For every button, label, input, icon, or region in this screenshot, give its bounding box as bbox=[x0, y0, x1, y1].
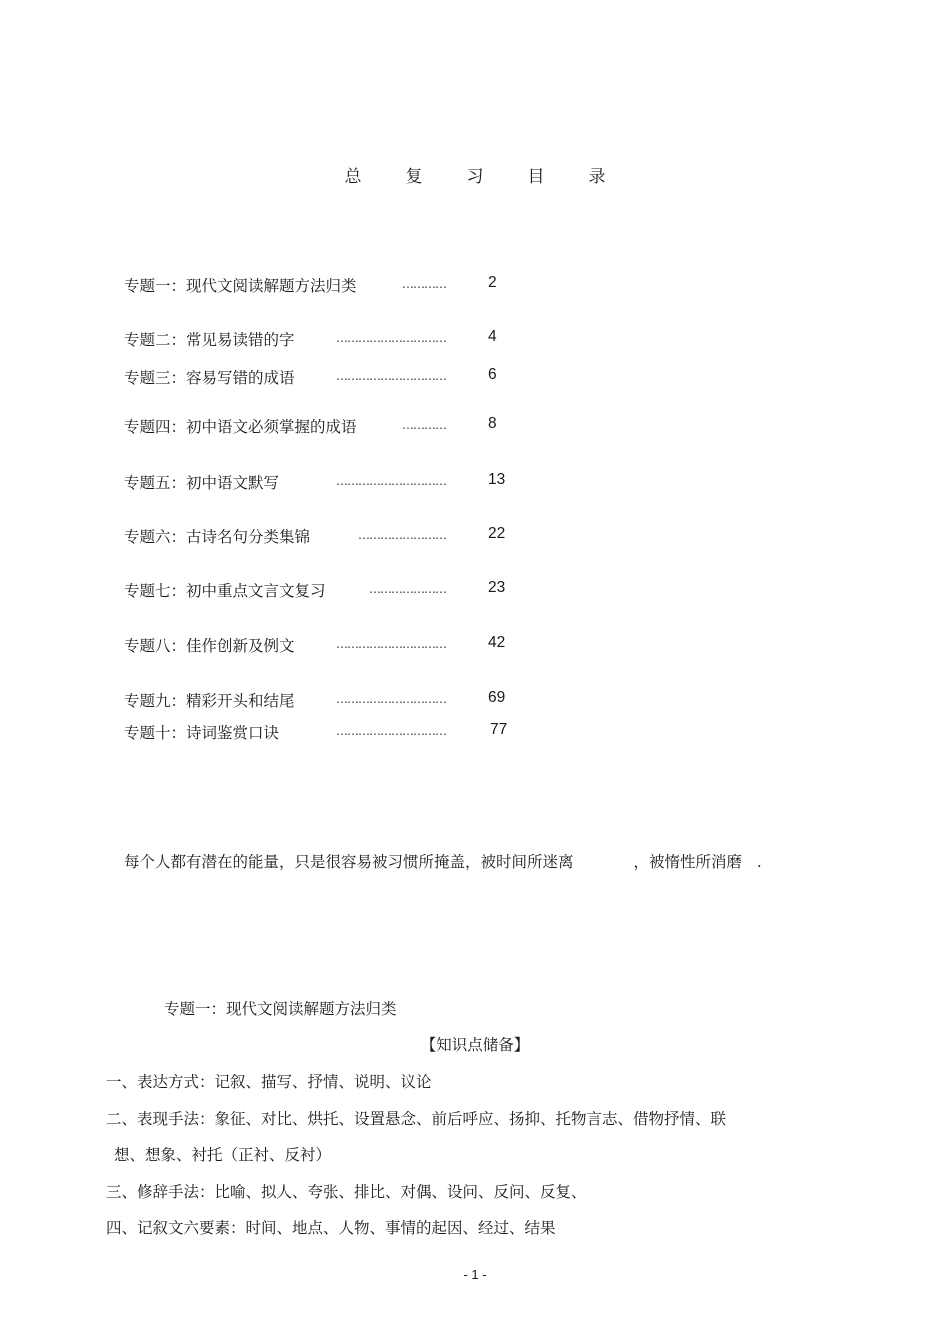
toc-page-number: 23 bbox=[488, 579, 506, 596]
title-char: 习 bbox=[466, 167, 484, 187]
motto bbox=[124, 850, 762, 872]
motto-part-1: 每个人都有潜在的能量，只是很容易被习惯所掩盖，被时间所迷离 bbox=[124, 853, 574, 871]
content-line-3: 想、想象、衬托（正衬、反衬） bbox=[114, 1146, 332, 1164]
toc-page-number: 22 bbox=[488, 525, 506, 542]
toc-page-number: 4 bbox=[488, 328, 497, 345]
toc-label: 专题六：古诗名句分类集锦 bbox=[124, 528, 311, 546]
toc-label: 专题七：初中重点文言文复习 bbox=[124, 582, 326, 600]
title-char: 目 bbox=[527, 167, 545, 187]
toc-label: 专题十：诗词鉴赏口诀 bbox=[124, 724, 280, 742]
toc-leader: ………………………… bbox=[336, 369, 446, 383]
title-char: 录 bbox=[588, 167, 606, 187]
toc-label: 专题八：佳作创新及例文 bbox=[124, 637, 295, 655]
toc-leader: ………… bbox=[402, 418, 446, 432]
toc-label: 专题二：常见易读错的字 bbox=[124, 331, 295, 349]
page-title bbox=[0, 162, 950, 187]
motto-end: . bbox=[756, 853, 762, 871]
toc-leader: ………………………… bbox=[336, 724, 446, 738]
title-char: 总 bbox=[344, 167, 362, 187]
content-line-5: 四、记叙文六要素：时间、地点、人物、事情的起因、经过、结果 bbox=[106, 1219, 556, 1237]
toc-leader: ………………… bbox=[369, 582, 446, 596]
toc-leader: …………………… bbox=[358, 528, 446, 542]
toc-leader: ………………………… bbox=[336, 637, 446, 651]
toc-label: 专题九：精彩开头和结尾 bbox=[124, 692, 295, 710]
toc-label: 专题一：现代文阅读解题方法归类 bbox=[124, 277, 357, 295]
page-number: - 1 - bbox=[463, 1267, 487, 1282]
toc-page-number: 8 bbox=[488, 415, 497, 432]
section-subtitle: 【知识点储备】 bbox=[420, 1036, 530, 1054]
toc-leader: ………… bbox=[402, 277, 446, 291]
toc-page-number: 69 bbox=[488, 689, 506, 706]
toc-page-number: 2 bbox=[488, 274, 497, 291]
content-line-1: 一、表达方式：记叙、描写、抒情、说明、议论 bbox=[106, 1073, 432, 1091]
toc-leader: ………………………… bbox=[336, 692, 446, 706]
toc-label: 专题三：容易写错的成语 bbox=[124, 369, 295, 387]
toc-page-number: 13 bbox=[488, 471, 506, 488]
toc-label: 专题五：初中语文默写 bbox=[124, 474, 280, 492]
content-line-2: 二、表现手法：象征、对比、烘托、设置悬念、前后呼应、扬抑、托物言志、借物抒情、联 bbox=[106, 1110, 727, 1128]
toc-label: 专题四：初中语文必须掌握的成语 bbox=[124, 418, 357, 436]
title-char: 复 bbox=[405, 167, 423, 187]
toc-leader: ………………………… bbox=[336, 474, 446, 488]
content-line-4: 三、修辞手法：比喻、拟人、夸张、排比、对偶、设问、反问、反复、 bbox=[106, 1183, 587, 1201]
toc-leader: ………………………… bbox=[336, 331, 446, 345]
section-title: 专题一：现代文阅读解题方法归类 bbox=[164, 1000, 397, 1018]
motto-part-2: ，被惰性所消磨 bbox=[633, 853, 743, 871]
toc-page-number: 77 bbox=[490, 721, 508, 738]
toc-page-number: 6 bbox=[488, 366, 497, 383]
toc-page-number: 42 bbox=[488, 634, 506, 651]
